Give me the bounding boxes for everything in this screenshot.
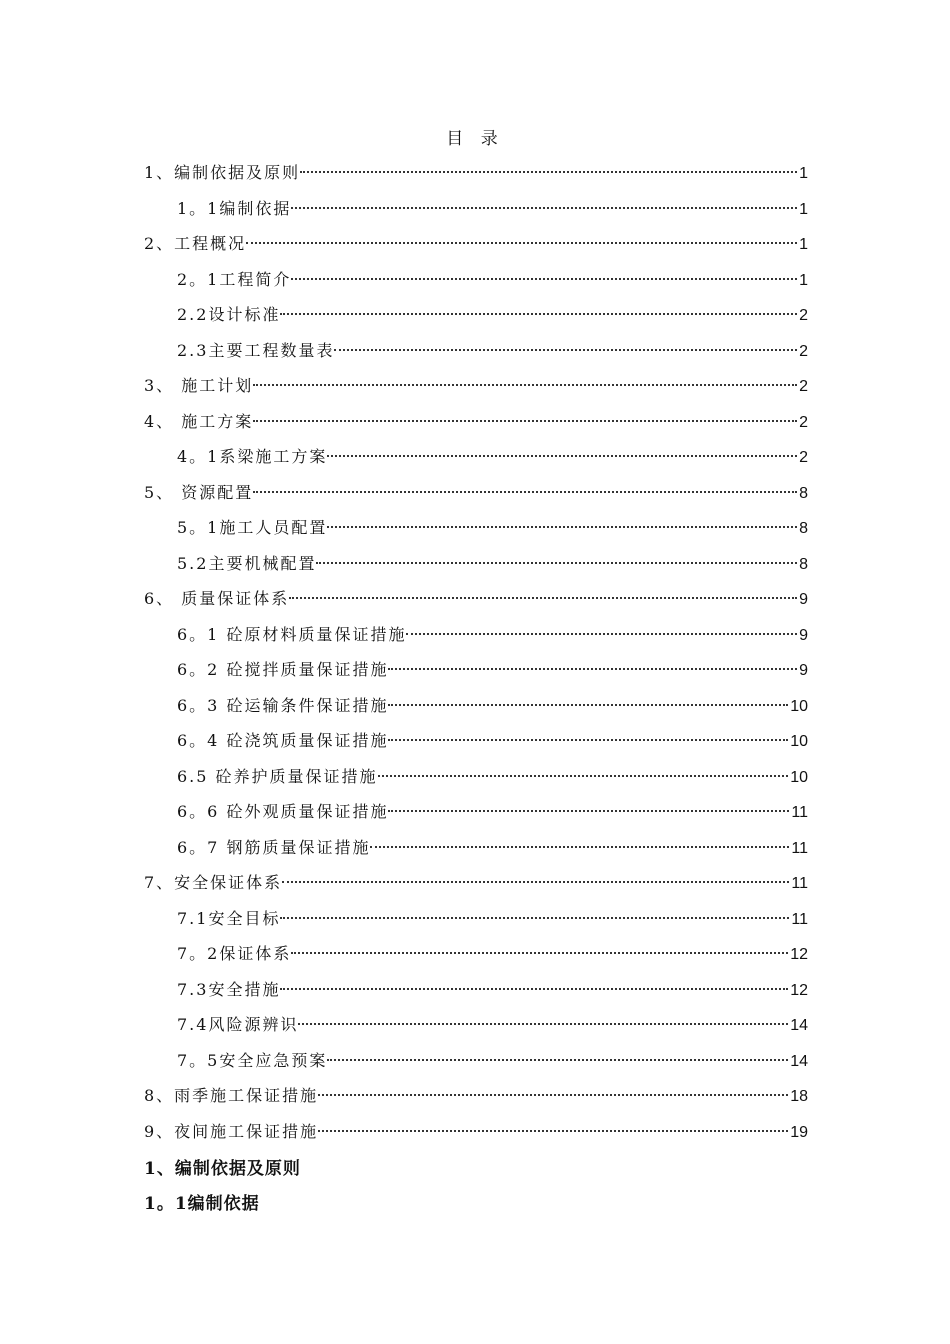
- toc-entry-label: 5。1施工人员配置: [177, 518, 328, 537]
- toc-entry-page: 11: [791, 804, 808, 821]
- toc-entry-page: 18: [790, 1088, 808, 1105]
- toc-entry[interactable]: [144, 691, 808, 727]
- toc-entry[interactable]: [144, 407, 808, 443]
- toc-entry-page: 10: [790, 697, 808, 715]
- toc-entry-page: 1: [799, 165, 808, 182]
- toc-entry-label: 8、雨季施工保证措施: [144, 1086, 319, 1105]
- toc-entry-page: 14: [790, 1017, 808, 1034]
- toc-entry[interactable]: [144, 549, 808, 585]
- toc-entry-page: 8: [799, 484, 808, 502]
- toc-leader-dots: [318, 1093, 788, 1096]
- toc-leader-dots: [318, 1129, 788, 1132]
- toc-entry-label: 6。7 钢筋质量保证措施: [177, 837, 371, 857]
- toc-entry[interactable]: [144, 371, 808, 407]
- toc-entry[interactable]: [144, 975, 808, 1011]
- toc-leader-dots: [378, 774, 789, 777]
- toc-leader-dots: [253, 490, 797, 493]
- toc-entry-label: 7.1安全目标: [177, 908, 281, 928]
- table-of-contents: [144, 158, 808, 1152]
- toc-entry-label: 6。2 砼搅拌质量保证措施: [177, 660, 389, 679]
- toc-entry[interactable]: [144, 1081, 808, 1117]
- toc-entry-label: 6、 质量保证体系: [144, 589, 290, 608]
- toc-entry[interactable]: [144, 229, 808, 265]
- toc-entry-label: 2、工程概况: [144, 234, 247, 253]
- toc-entry-label: 2.2设计标准: [177, 305, 281, 324]
- toc-entry-page: 14: [790, 1052, 808, 1070]
- toc-entry-page: 2: [799, 307, 808, 324]
- toc-entry[interactable]: [144, 513, 808, 549]
- toc-entry-page: 2: [799, 378, 808, 395]
- toc-entry-label: 6。4 砼浇筑质量保证措施: [177, 731, 389, 750]
- toc-entry-label: 7。5安全应急预案: [177, 1050, 328, 1070]
- toc-entry[interactable]: [144, 904, 808, 940]
- toc-leader-dots: [388, 738, 788, 741]
- toc-entry[interactable]: [144, 158, 808, 194]
- toc-entry-page: 9: [799, 662, 808, 679]
- toc-entry-page: 9: [799, 591, 808, 608]
- toc-entry-page: 10: [790, 733, 808, 750]
- toc-entry[interactable]: [144, 762, 808, 798]
- toc-entry[interactable]: [144, 584, 808, 620]
- toc-leader-dots: [300, 170, 797, 173]
- toc-leader-dots: [280, 916, 789, 919]
- toc-leader-dots: [370, 845, 789, 848]
- toc-entry-page: 1: [799, 200, 808, 218]
- toc-leader-dots: [282, 880, 789, 883]
- toc-leader-dots: [388, 703, 788, 706]
- toc-entry-page: 11: [791, 839, 808, 857]
- toc-entry[interactable]: [144, 939, 808, 975]
- toc-leader-dots: [327, 1058, 788, 1061]
- toc-leader-dots: [298, 1022, 788, 1025]
- toc-leader-dots: [253, 383, 797, 386]
- toc-entry-label: 6。1 砼原材料质量保证措施: [177, 624, 407, 644]
- toc-entry-page: 1: [799, 236, 808, 253]
- toc-entry-label: 9、夜间施工保证措施: [144, 1121, 319, 1141]
- toc-leader-dots: [316, 561, 797, 564]
- toc-entry-page: 12: [790, 981, 808, 999]
- toc-entry[interactable]: [144, 442, 808, 478]
- toc-entry-label: 1。1编制依据: [177, 198, 292, 218]
- toc-entry[interactable]: [144, 726, 808, 762]
- toc-entry-page: 8: [799, 555, 808, 573]
- section-heading: 1、编制依据及原则: [144, 1159, 301, 1179]
- toc-entry-label: 5、 资源配置: [144, 482, 254, 502]
- toc-entry-page: 8: [799, 520, 808, 537]
- toc-entry[interactable]: [144, 868, 808, 904]
- toc-entry-label: 7。2保证体系: [177, 944, 292, 963]
- toc-leader-dots: [253, 419, 797, 422]
- toc-leader-dots: [291, 951, 788, 954]
- toc-entry-label: 6。3 砼运输条件保证措施: [177, 695, 389, 715]
- toc-leader-dots: [291, 277, 797, 280]
- toc-entry[interactable]: [144, 833, 808, 869]
- toc-entry-label: 7、安全保证体系: [144, 873, 283, 892]
- toc-entry-page: 11: [791, 910, 808, 928]
- toc-entry-page: 2: [799, 342, 808, 360]
- toc-leader-dots: [406, 632, 797, 635]
- toc-entry-label: 3、 施工计划: [144, 376, 254, 395]
- toc-entry[interactable]: [144, 655, 808, 691]
- toc-entry-page: 1: [799, 271, 808, 289]
- toc-leader-dots: [388, 667, 797, 670]
- toc-entry[interactable]: [144, 1046, 808, 1082]
- toc-entry-page: 9: [799, 626, 808, 644]
- toc-leader-dots: [388, 809, 789, 812]
- toc-entry-label: 6。6 砼外观质量保证措施: [177, 802, 389, 821]
- toc-leader-dots: [291, 206, 797, 209]
- toc-leader-dots: [327, 454, 797, 457]
- toc-leader-dots: [280, 987, 788, 990]
- toc-entry[interactable]: [144, 194, 808, 230]
- toc-leader-dots: [289, 596, 797, 599]
- toc-entry-label: 6.5 砼养护质量保证措施: [177, 766, 378, 786]
- toc-entry-label: 1、编制依据及原则: [144, 163, 301, 182]
- toc-entry[interactable]: [144, 797, 808, 833]
- toc-entry-page: 11: [791, 875, 808, 892]
- toc-leader-dots: [334, 348, 797, 351]
- toc-entry[interactable]: [144, 1117, 808, 1153]
- toc-entry-page: 12: [790, 946, 808, 963]
- toc-entry-page: 10: [790, 768, 808, 786]
- toc-title: 目 录: [446, 129, 504, 149]
- toc-entry[interactable]: [144, 300, 808, 336]
- toc-entry-label: 4、 施工方案: [144, 411, 254, 431]
- toc-leader-dots: [280, 312, 797, 315]
- toc-entry-label: 7.4风险源辨识: [177, 1015, 299, 1034]
- toc-leader-dots: [327, 525, 797, 528]
- toc-entry-page: 2: [799, 449, 808, 466]
- toc-entry[interactable]: [144, 478, 808, 514]
- toc-entry[interactable]: [144, 336, 808, 372]
- toc-entry-label: 7.3安全措施: [177, 979, 281, 999]
- toc-leader-dots: [246, 241, 797, 244]
- toc-entry-label: 4。1系梁施工方案: [177, 447, 328, 466]
- toc-entry-page: 19: [790, 1123, 808, 1141]
- toc-entry-page: 2: [799, 413, 808, 431]
- toc-entry-label: 2。1工程简介: [177, 269, 292, 289]
- toc-entry[interactable]: [144, 265, 808, 301]
- toc-entry-label: 2.3主要工程数量表: [177, 340, 335, 360]
- subsection-heading: 1。1编制依据: [144, 1194, 260, 1214]
- toc-entry[interactable]: [144, 620, 808, 656]
- toc-entry-label: 5.2主要机械配置: [177, 553, 317, 573]
- toc-entry[interactable]: [144, 1010, 808, 1046]
